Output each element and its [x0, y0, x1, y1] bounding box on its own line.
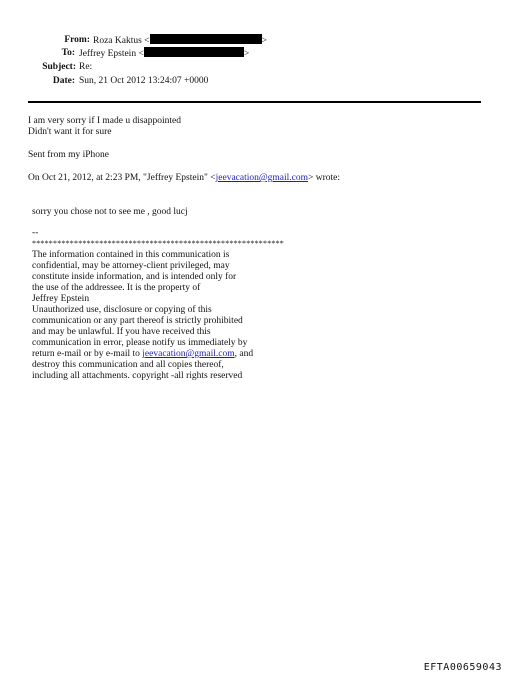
subject-value: Re: [79, 62, 93, 72]
disclaimer-line: The information contained in this communication is [32, 250, 230, 260]
disclaimer-line: including all attachments. copyright -all rights reserved [32, 371, 243, 381]
quote-intro [28, 173, 340, 184]
disclaimer-line [32, 349, 253, 360]
body-line-2: Didn't want it for sure [28, 127, 112, 137]
document-id: EFTA00659043 [423, 662, 502, 673]
signature-separator: ************************************************************ [32, 239, 284, 248]
disclaimer-text: return e-mail or by e-mail to [32, 349, 143, 359]
quoted-text: sorry you chose not to see me , good lucj [32, 207, 188, 217]
disclaimer-line: constitute inside information, and is intended only for [32, 272, 237, 282]
sent-from: Sent from my iPhone [28, 150, 110, 160]
disclaimer-block [32, 250, 253, 382]
subject-label: Subject: [42, 62, 76, 72]
to-name: Jeffrey Epstein < [79, 49, 144, 59]
redaction-bar [150, 34, 262, 44]
date-label: Date: [52, 76, 75, 86]
disclaimer-text: , and [234, 349, 254, 359]
email-link[interactable]: jeevacation@gmail.com [142, 349, 235, 359]
body-line-1: I am very sorry if I made u disappointed [28, 116, 182, 126]
from-value [93, 34, 267, 47]
redaction-bar [144, 47, 244, 57]
to-value [79, 47, 249, 60]
quote-intro-wrote: > wrote: [308, 173, 341, 183]
disclaimer-line: confidential, may be attorney-client privileged, may [32, 261, 230, 271]
email-link[interactable]: jeevacation@gmail.com [215, 173, 308, 183]
disclaimer-line: communication or any part thereof is strictly prohibited [32, 316, 243, 326]
disclaimer-line: the use of the addressee. It is the property of [32, 283, 201, 293]
from-name: Roza Kaktus < [93, 36, 150, 46]
disclaimer-line: Unauthorized use, disclosure or copying of this [32, 305, 212, 315]
to-close: > [243, 49, 250, 59]
to-label: To: [61, 48, 75, 58]
date-value: Sun, 21 Oct 2012 13:24:07 +0000 [79, 76, 209, 86]
quote-intro-text: On Oct 21, 2012, at 2:23 PM, "Jeffrey Epstein" < [28, 173, 216, 183]
from-close: > [261, 36, 267, 46]
disclaimer-line: destroy this communication and all copies thereof, [32, 360, 224, 370]
disclaimer-line: communication in error, please notify us immediately by [32, 338, 248, 348]
email-header [0, 0, 512, 100]
from-label: From: [64, 35, 90, 45]
disclaimer-line: Jeffrey Epstein [32, 294, 90, 304]
disclaimer-line: and may be unlawful. If you have received this [32, 327, 211, 337]
signature-dash: -- [32, 228, 39, 238]
header-divider [28, 101, 481, 103]
